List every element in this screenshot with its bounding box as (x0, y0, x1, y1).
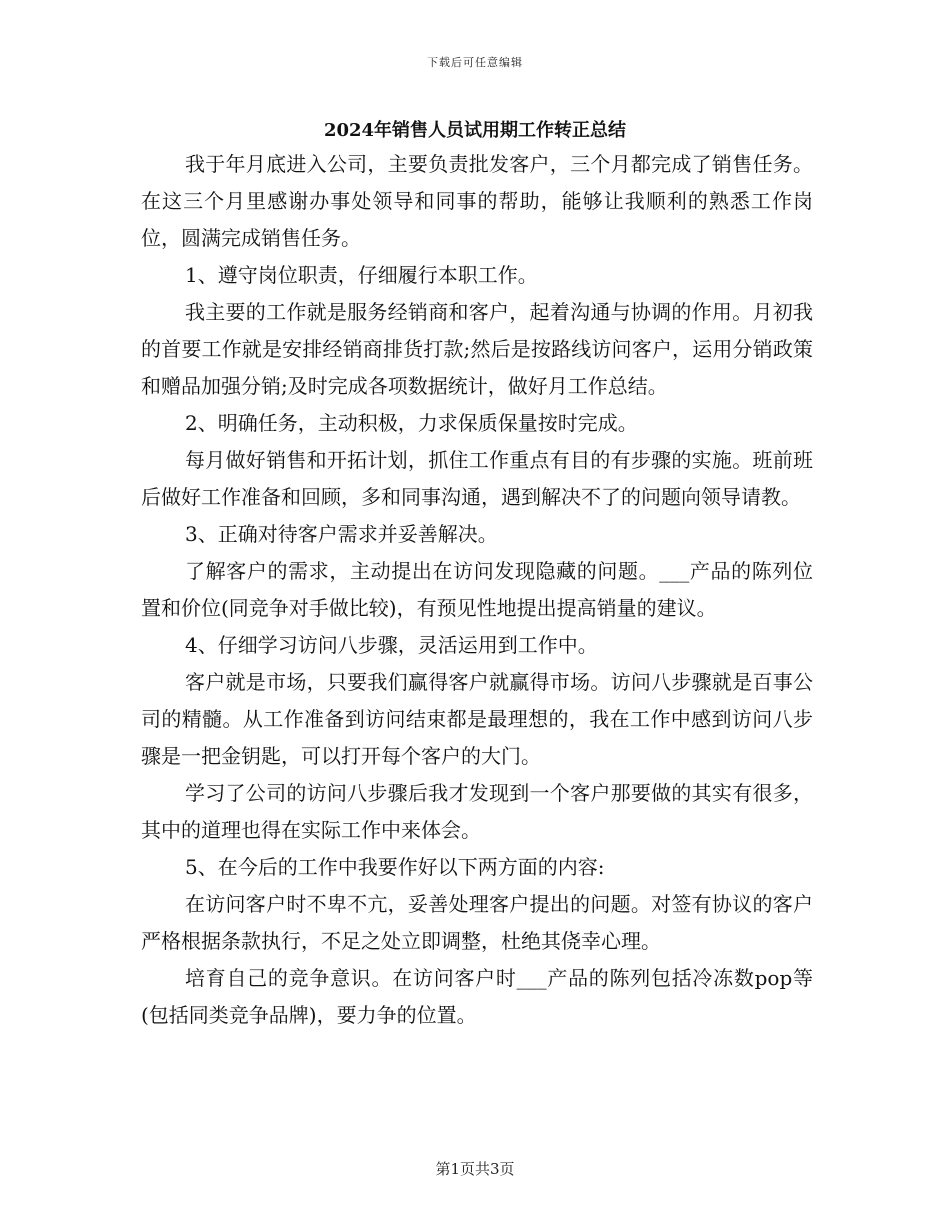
paragraph-heading-3: 3、正确对待客户需求并妥善解决。 (185, 522, 498, 546)
paragraph-heading-4: 4、仔细学习访问八步骤，灵活运用到工作中。 (185, 633, 598, 657)
paragraph-body-1: 我主要的工作就是服务经销商和客户，起着沟通与协调的作用。月初我的首要工作就是安排经销商排货打款;然后是按路线访问客户，运用分销政策和赠品加强分销;及时完成各项数据统计，做好月工作总结。 (141, 300, 813, 398)
page-number: 第1页共3页 (435, 1160, 515, 1178)
header-note: 下载后可任意编辑 (427, 56, 523, 69)
paragraph-body-2: 每月做好销售和开拓计划，抓住工作重点有目的有步骤的实施。班前班后做好工作准备和回顾，多和同事沟通，遇到解决不了的问题向领导请教。 (141, 448, 813, 509)
paragraph-body-4b: 学习了公司的访问八步骤后我才发现到一个客户那要做的其实有很多，其中的道理也得在实际工作中来体会。 (141, 781, 813, 842)
document-body (141, 146, 813, 1034)
paragraph-body-4a: 客户就是市场，只要我们赢得客户就赢得市场。访问八步骤就是百事公司的精髓。从工作准备到访问结束都是最理想的，我在工作中感到访问八步骤是一把金钥匙，可以打开每个客户的大门。 (141, 670, 813, 768)
paragraph-heading-1: 1、遵守岗位职责，仔细履行本职工作。 (185, 263, 538, 287)
document-title: 2024年销售人员试用期工作转正总结 (323, 120, 627, 141)
paragraph-body-5a: 在访问客户时不卑不亢，妥善处理客户提出的问题。对签有协议的客户严格根据条款执行，不足之处立即调整，杜绝其侥幸心理。 (141, 892, 813, 953)
paragraph-intro: 我于年月底进入公司，主要负责批发客户，三个月都完成了销售任务。在这三个月里感谢办事处领导和同事的帮助，能够让我顺利的熟悉工作岗位，圆满完成销售任务。 (141, 152, 813, 250)
paragraph-body-3: 了解客户的需求，主动提出在访问发现隐藏的问题。___产品的陈列位置和价位(同竞争对手做比较)，有预见性地提出提高销量的建议。 (141, 559, 813, 620)
paragraph-heading-2: 2、明确任务，主动积极，力求保质保量按时完成。 (185, 411, 638, 435)
paragraph-body-5b: 培育自己的竞争意识。在访问客户时___产品的陈列包括冷冻数pop等(包括同类竞争品牌)，要力争的位置。 (141, 966, 813, 1027)
paragraph-heading-5: 5、在今后的工作中我要作好以下两方面的内容: (185, 855, 605, 879)
